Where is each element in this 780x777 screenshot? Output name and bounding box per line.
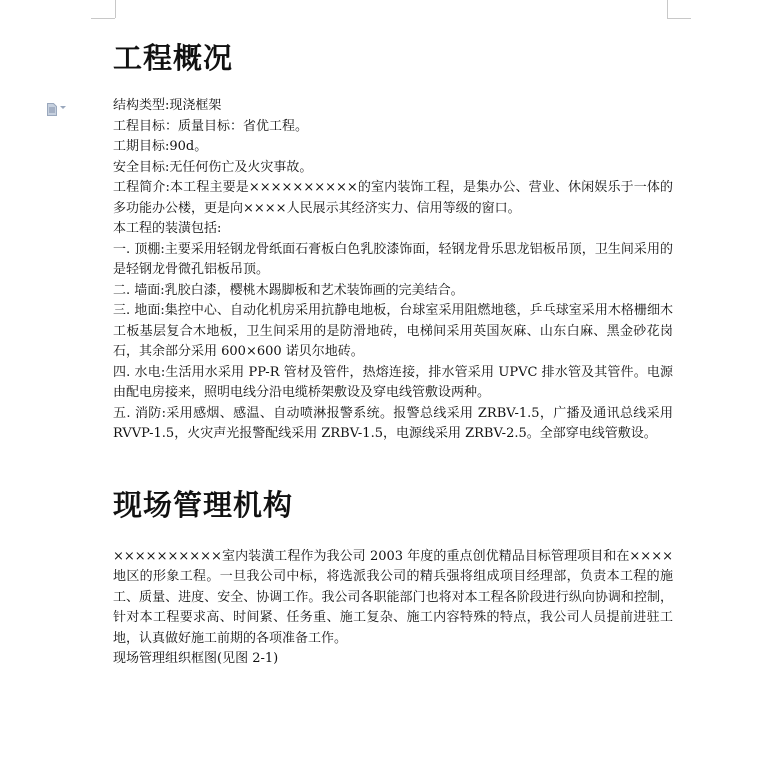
crop-mark-left xyxy=(115,0,116,18)
paragraph-menu-button[interactable] xyxy=(47,100,75,114)
paragraph: 二. 墙面:乳胶白漆，樱桃木踢脚板和艺术装饰画的完美结合。 xyxy=(113,282,464,298)
crop-mark-right xyxy=(667,0,668,18)
paragraph: 四. 水电:生活用水采用 PP-R 管材及管件，热熔连接，排水管采用 UPVC 排水管及其管件。电源由配电房接来，照明电线分沿电缆桥架敷设及穿电线管敷设两种。 xyxy=(113,364,673,400)
paragraph: ××××××××××室内装潢工程作为我公司 2003 年度的重点创优精品目标管理项目和在××××地区的形象工程。一旦我公司中标，将选派我公司的精兵强将组成项目经理部，负责本工程的施工、质量、进度、安全、协调工作。我公司各职能部门也将对本工程各阶段进行纵向协调和控制，针对本工程要求高、时间紧、任务重、施工复杂、施工内容特殊的特点，我公司人员提前进驻工地，认真做好施工前期的各项准备工作。 xyxy=(113,548,673,646)
paragraph: 三. 地面:集控中心、自动化机房采用抗静电地板，台球室采用阻燃地毯，乒乓球室采用木格栅细木工板基层复合木地板，卫生间采用的是防滑地砖，电梯间采用英国灰麻、山东白麻、黑金砂花岗石，其余部分采用 600×600 诺贝尔地砖。 xyxy=(113,303,673,359)
paragraph: 工期目标:90d。 xyxy=(113,139,208,154)
paragraph: 本工程的装潢包括: xyxy=(113,221,222,236)
document-page xyxy=(113,36,673,670)
crop-mark-right-horizontal xyxy=(667,18,691,19)
paragraph: 结构类型:现浇框架 xyxy=(113,98,222,113)
crop-mark-left-horizontal xyxy=(91,18,115,19)
section-heading-site-management: 现场管理机构 xyxy=(113,487,294,522)
paragraph: 安全目标:无任何伤亡及火灾事故。 xyxy=(113,159,313,175)
project-overview-body xyxy=(113,96,673,445)
paragraph: 一. 顶棚:主要采用轻钢龙骨纸面石膏板白色乳胶漆饰面，轻钢龙骨乐思龙铝板吊顶，卫生间采用的是轻钢龙骨微孔铝板吊顶。 xyxy=(113,241,673,277)
section-heading-project-overview: 工程概况 xyxy=(113,41,234,75)
document-icon xyxy=(47,101,57,114)
paragraph: 现场管理组织框图(见图 2-1) xyxy=(113,651,279,666)
paragraph: 工程目标：质量目标：省优工程。 xyxy=(113,118,309,134)
paragraph: 五. 消防:采用感烟、感温、自动喷淋报警系统。报警总线采用 ZRBV-1.5，广播及通讯总线采用 RVVP-1.5，火灾声光报警配线采用 ZRBV-1.5，电源线采用 ZRBV-2.5。全部穿电线管敷设。 xyxy=(113,405,673,441)
chevron-down-icon xyxy=(60,106,66,109)
site-management-body xyxy=(113,547,673,670)
paragraph: 工程简介:本工程主要是××××××××××的室内装饰工程，是集办公、营业、休闲娱乐于一体的多功能办公楼，更是向××××人民展示其经济实力、信用等级的窗口。 xyxy=(113,180,673,216)
